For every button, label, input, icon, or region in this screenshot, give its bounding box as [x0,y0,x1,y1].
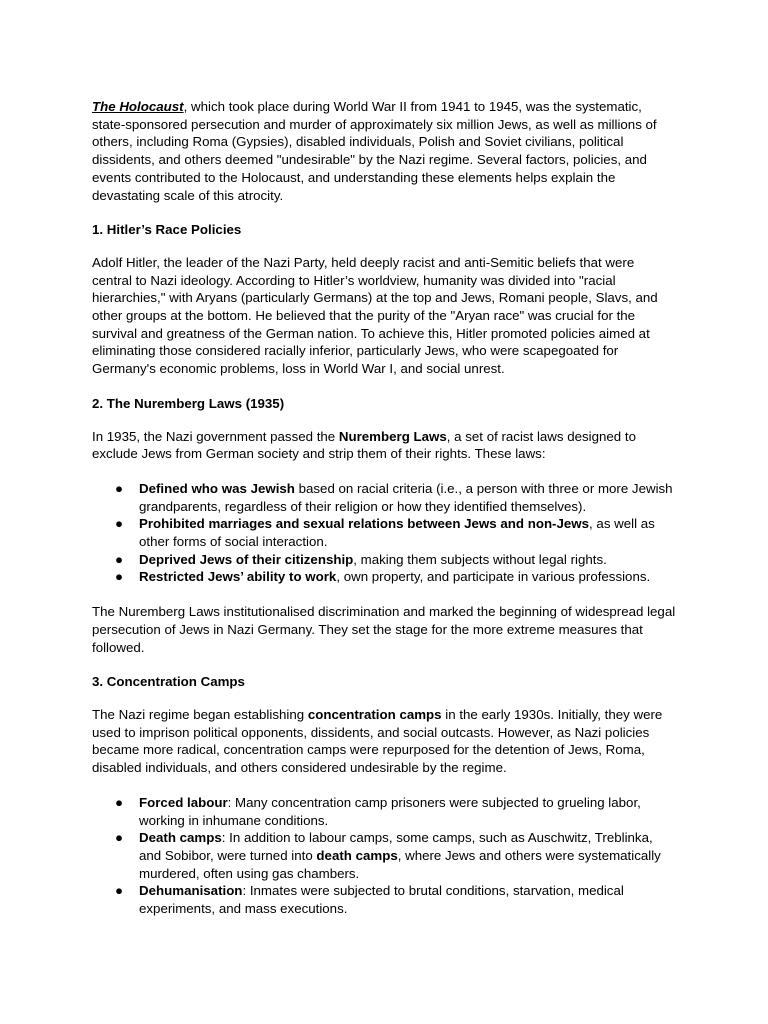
bullet-icon: ● [115,569,124,585]
bullet-icon: ● [115,551,124,567]
list-item-text: , as well as other forms of social interaction. [139,516,655,550]
section-heading-nuremberg-laws: 2. The Nuremberg Laws (1935) [92,395,285,411]
list-item-text: : Inmates were subjected to brutal conditions, starvation, medical experiments, and mass executions. [139,883,624,917]
section-heading-race-policies: 1. Hitler’s Race Policies [92,222,242,238]
list-item [115,551,676,569]
concentration-camps-bold: concentration camps [307,706,442,722]
nuremberg-laws-list [92,480,676,586]
camps-intro-paragraph [92,706,676,777]
list-item-bold: Deprived Jews of their citizenship [139,551,354,567]
list-item [115,882,676,917]
list-item-text: , where Jews and others were systematically murdered, often using gas chambers. [139,847,661,881]
bullet-icon: ● [115,883,124,899]
nuremberg-intro-after: , a set of racist laws designed to exclude Jews from German society and strip them of their rights. These laws: [92,428,636,462]
list-item-text: , own property, and participate in various professions. [336,569,651,585]
list-item [115,794,676,829]
nuremberg-closing-paragraph: The Nuremberg Laws institutionalised discrimination and marked the beginning of widespread legal persecution of Jews in Nazi Germany. They set the stage for the more extreme measures that followed. [92,604,676,655]
nuremberg-laws-bold: Nuremberg Laws [338,428,447,444]
list-item-bold: Dehumanisation [139,883,243,899]
intro-text: , which took place during World War II from 1941 to 1945, was the systematic, state-sponsored persecution and murder of approximately six million Jews, as well as millions of others, including Roma (Gypsies), disabled individuals, Polish and Soviet civilians, political dissidents, and others deemed "undesirable" by the Nazi regime. Several factors, policies, and events contributed to the Holocaust, and understanding these elements helps explain the devastating scale of this atrocity. [92,99,657,203]
camps-intro-after: in the early 1930s. Initially, they were used to imprison political opponents, dissidents, and social outcasts. However, as Nazi policies became more radical, concentration camps were repurposed for the detention of Jews, Roma, disabled individuals, and others considered undesirable by the regime. [92,706,663,776]
bullet-icon: ● [115,516,124,532]
list-item-bold: death camps [316,847,398,863]
list-item-bold: Prohibited marriages and sexual relations between Jews and non-Jews [139,516,590,532]
list-item-bold: Restricted Jews’ ability to work [139,569,337,585]
list-item [115,480,676,515]
list-item-bold: Forced labour [139,794,228,810]
intro-paragraph [92,98,676,204]
list-item-text: based on racial criteria (i.e., a person with three or more Jewish grandparents, regardless of their religion or how they identified themselves). [139,480,673,514]
nuremberg-intro-before: In 1935, the Nazi government passed the [92,428,339,444]
race-policies-paragraph: Adolf Hitler, the leader of the Nazi Party, held deeply racist and anti-Semitic beliefs that were central to Nazi ideology. According to Hitler’s worldview, humanity was divided into "racial hierarchies," with Aryans (particularly Germans) at the top and Jews, Romani people, Slavs, and other groups at the bottom. He believed that the purity of the "Aryan race" was crucial for the survival and greatness of the German nation. To achieve this, Hitler promoted policies aimed at eliminating those considered racially inferior, particularly Jews, who were scapegoated for Germany's economic problems, loss in World War I, and social unrest. [92,254,658,377]
list-item [115,515,676,550]
list-item-text: : Many concentration camp prisoners were subjected to grueling labor, working in inhumane conditions. [139,794,641,828]
list-item-text: : In addition to labour camps, some camps, such as Auschwitz, Treblinka, and Sobibor, were turned into [139,830,653,863]
bullet-icon: ● [115,794,124,810]
bullet-icon: ● [115,480,124,496]
list-item-text: , making them subjects without legal rights. [353,551,607,567]
nuremberg-intro-paragraph [92,428,676,463]
holocaust-title: The Holocaust [92,99,184,114]
list-item-bold: Defined who was Jewish [139,480,295,496]
list-item [115,568,676,586]
concentration-camps-list [92,794,676,918]
list-item-bold: Death camps [139,830,222,846]
camps-intro-before: The Nazi regime began establishing [92,706,308,722]
list-item [115,829,676,882]
bullet-icon: ● [115,830,124,846]
section-heading-concentration-camps: 3. Concentration Camps [92,674,245,690]
